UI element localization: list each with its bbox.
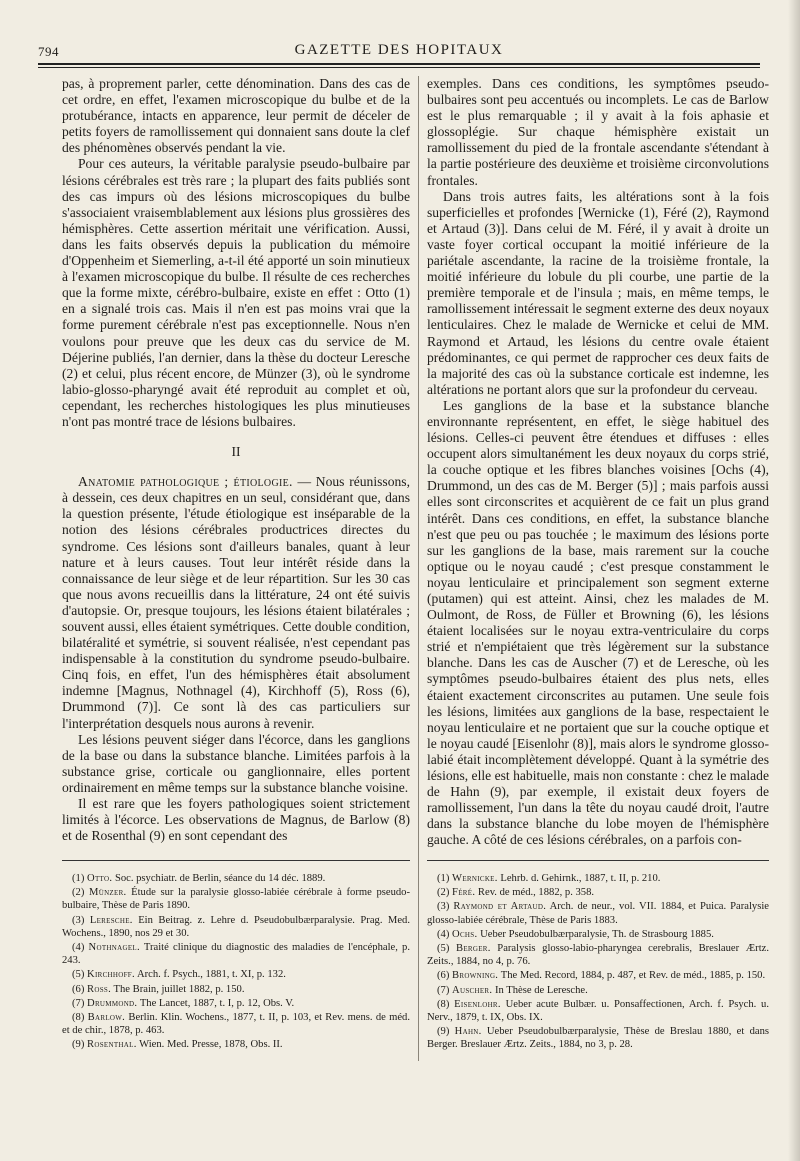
footnote-author: Berger. — [455, 943, 491, 955]
footnote-number: (1) — [72, 873, 88, 884]
paragraph: Pour ces auteurs, la véritable paralysie pseudo-bulbaire par lésions cérébrales est très rare ; la plupart des faits publiés sont des cas impurs où des lésions microscopiques du bulbe s'associaient vraisemblablement aux lésions plus grossières des hémisphères. Cette assertion méritait une vérification. Aussi, dans les faits observés depuis la publication du mémoire d'Oppenheim et Siemerling, a-t-il été apporté un soin minutieux à l'examen microscopique du bulbe. Il résulte de ces recherches que la forme mixte, cérébro-bulbaire, existe en effet : Otto (1) en a signalé trois cas. Mais il n'en est pas moins vrai que la forme purement cérébrale n'est pas exceptionnelle. Nous n'en voulons pour preuve que les deux cas du service de M. Déjerine publiés, l'an dernier, dans la thèse du docteur Leresche (2) et celui, plus récent encore, de Münzer (3), où le syndrome labio-glosso-pharyngé avait été reproduit au complet et où, cependant, les recherches histologiques les plus minutieuses n'ont pas montré trace de lésions bulbaires. — [62, 156, 410, 429]
footnote-rule — [62, 860, 410, 861]
section-text: — Nous réunissons, à dessein, ces deux chapitres en un seul, considérant que, dans la question présente, l'étude étiologique est inséparable de la notion des lésions cérébrales productrices directes du syndrome. Ces lésions sont d'ailleurs banales, quant à leur nature et à leurs causes. Tout leur intérêt réside dans la connaissance de leur siège et de leur répartition. Sur les 30 cas que nous avons recueillis dans la littérature, 24 ont été suivis d'autopsie. Or, presque toujours, les lésions étaient bilatérales ; souvent aussi, elles étaient symétriques. Cette double condition, bilatéralité et symétrie, si souvent réalisée, n'est cependant pas indispensable à la constitution du syndrome pseudo-bulbaire. Cinq fois, en effet, l'un des hémisphères était absolument indemne [Magnus, Nothnagel (4), Kirchhoff (5), Ross (6), Drummond (7)]. Ce sont là des cas particuliers sur l'interprétation desquels nous aurons à revenir. — [62, 474, 410, 731]
footnote-author: Hahn. — [454, 1026, 482, 1038]
page-number: 794 — [38, 44, 59, 59]
footnote-number: (9) — [437, 1026, 455, 1038]
footnote-text: Ein Beitrag. z. Lehre d. Pseudobulbærparalysie. Prag. Med. Wochens., 1890, nos 29 et 30. — [62, 914, 410, 939]
footnote-author: Wernicke. — [452, 873, 498, 884]
footnote-number: (8) — [437, 998, 455, 1010]
footnote-text: Ueber acute Bulbær. u. Ponsaffectionen, Arch. f. Psych. u. Nerv., 1879, t. IX, Obs. IX. — [427, 998, 769, 1024]
footnote — [427, 872, 769, 885]
footnote-author: Raymond et Artaud. — [453, 901, 547, 913]
footnote-text: Berlin. Klin. Wochens., 1877, t. II, p. 103, et Rev. mens. de méd. et de chir., 1878, p. 463. — [62, 1012, 410, 1037]
footnote-text: In Thèse de Leresche. — [492, 984, 588, 996]
paragraph: pas, à proprement parler, cette dénomination. Dans des cas de cet ordre, en effet, l'examen microscopique du bulbe et de la protubérance, intacts en apparence, leur permit de déceler de petits foyers de ramollissement qui donnaient sans doute la clef des phénomènes observés pendant la vie. — [62, 76, 410, 156]
footnote — [427, 998, 769, 1024]
footnote — [62, 941, 410, 967]
right-column — [427, 76, 769, 849]
footnote-text: The Med. Record, 1884, p. 487, et Rev. de méd., 1885, p. 150. — [498, 970, 766, 982]
paragraph: exemples. Dans ces conditions, les symptômes pseudo-bulbaires sont peu accentués ou incomplets. Le cas de Barlow est le plus remarquable ; il y avait à la fois aphasie et glossoplégie. Sur chaque hémisphère existait un ramollissement du pied de la frontale ascendante s'étendant à la partie postérieure des deuxième et troisième circonvolutions frontales. — [427, 76, 769, 188]
footnote — [62, 1038, 410, 1051]
header-rule-thin — [38, 67, 760, 68]
footnote-author: Nothnagel. — [88, 942, 140, 954]
section-paragraph — [62, 474, 410, 732]
left-column — [62, 76, 410, 844]
footnote-number: (4) — [437, 928, 453, 940]
column-divider — [418, 76, 419, 1061]
footnote-author: Kirchhoff. — [87, 969, 135, 981]
page-header — [38, 38, 760, 64]
footnote — [62, 872, 410, 885]
footnote-text: Arch. f. Psych., 1881, t. XI, p. 132. — [134, 969, 286, 981]
footnote-text: Soc. psychiatr. de Berlin, séance du 14 déc. 1889. — [112, 873, 326, 884]
footnote-number: (8) — [72, 1012, 88, 1024]
footnote-text: Wien. Med. Presse, 1878, Obs. II. — [136, 1039, 283, 1051]
header-rule — [38, 63, 760, 65]
footnote — [427, 984, 769, 997]
footnote-author: Eisenlohr. — [454, 998, 501, 1010]
footnotes-right — [427, 872, 769, 1053]
footnote — [427, 1025, 769, 1051]
footnote-author: Münzer. — [89, 887, 127, 899]
footnote-text: Étude sur la paralysie glosso-labiée cérébrale à forme pseudo-bulbaire, Thèse de Paris 1890. — [62, 887, 410, 912]
footnote-text: Paralysis glosso-labio-pharyngea cerebralis, Breslauer Ærtz. Zeits., 1884, no 4, p. 76. — [427, 943, 769, 968]
footnote-author: Auscher. — [452, 984, 493, 996]
footnote-rule — [427, 860, 769, 861]
running-title: GAZETTE DES HOPITAUX — [294, 42, 504, 58]
footnote-number: (6) — [437, 970, 453, 982]
footnote-number: (2) — [72, 887, 89, 899]
footnote-author: Ochs. — [452, 928, 478, 940]
footnote-text: Traité clinique du diagnostic des maladies de l'encéphale, p. 243. — [62, 942, 410, 967]
footnote — [427, 900, 769, 926]
footnote-text: Lehrb. d. Gehirnk., 1887, t. II, p. 210. — [497, 873, 661, 884]
footnote-author: Barlow. — [87, 1012, 126, 1024]
footnote-author: Leresche. — [89, 914, 133, 926]
footnote — [62, 968, 410, 981]
footnote-number: (9) — [72, 1039, 88, 1051]
footnote-number: (3) — [437, 901, 454, 913]
footnote-number: (5) — [437, 943, 456, 955]
footnote-number: (3) — [72, 914, 90, 926]
footnote-author: Féré. — [452, 887, 476, 899]
footnote-number: (7) — [72, 997, 88, 1009]
footnote-author: Browning. — [452, 970, 499, 982]
footnote — [62, 914, 410, 940]
paragraph: Il est rare que les foyers pathologiques soient strictement limités à l'écorce. Les observations de Magnus, de Barlow (8) et de Rosenthal (9) en sont cependant des — [62, 796, 410, 844]
footnote-number: (1) — [437, 873, 453, 884]
footnote-text: The Brain, juillet 1882, p. 150. — [111, 983, 245, 995]
footnote-text: Arch. de neur., vol. VII. 1884, et Puica. Paralysie glosso-labiée cérébrale, Thèse de Paris 1883. — [427, 901, 769, 926]
footnote-author: Ross. — [87, 983, 112, 995]
footnote — [427, 969, 769, 982]
footnote-number: (6) — [72, 983, 88, 995]
footnote — [62, 886, 410, 912]
footnote-text: Ueber Pseudobulbærparalysie, Th. de Strasbourg 1885. — [477, 928, 714, 940]
footnote-number: (4) — [72, 942, 89, 954]
footnote-text: The Lancet, 1887, t. I, p. 12, Obs. V. — [137, 997, 295, 1009]
footnote-author: Drummond. — [87, 997, 138, 1009]
footnote-number: (2) — [437, 887, 453, 899]
paragraph: Les lésions peuvent siéger dans l'écorce, dans les ganglions de la base ou dans la substance blanche. Limitées parfois à la substance grise, corticale ou ganglionnaire, elles portent ordinairement en même temps sur la substance blanche voisine. — [62, 731, 410, 795]
footnote-text: Rev. de méd., 1882, p. 358. — [475, 887, 595, 899]
footnote-author: Otto. — [87, 873, 113, 884]
footnote — [62, 983, 410, 996]
footnote — [62, 997, 410, 1010]
paragraph: Dans trois autres faits, les altérations sont à la fois superficielles et profondes [Wernicke (1), Féré (2), Raymond et Artaud (3)]. Dans celui de M. Féré, il y avait à droite un vaste foyer cortical occupant la moitié inférieure de la pariétale ascendante, la racine de la troisième frontale, la moitié inférieure du lobule du pli courbe, une partie de la première temporale et de l'insula ; mais, en même temps, le ramollissement intéressait le segment externe des deux noyaux lenticulaires. Chez le malade de Wernicke et celui de MM. Raymond et Artaud, les lésions du centre ovale étaient prédominantes, ce qui permet de rapprocher ces deux faits de la majorité des cas où la substance corticale est indemne, les altérations ne portant alors que sur la profondeur du cerveau. — [427, 188, 769, 397]
footnote-number: (5) — [72, 969, 88, 981]
paragraph: Les ganglions de la base et la substance blanche environnante représentent, en effet, le siège habituel des lésions. Celles-ci peuvent être étendues et diffuses : elles occupent alors simultanément les deux noyaux du corps strié, la couche optique et les fibres blanches voisines [Ochs (4), Drummond, un des cas de M. Berger (5)] ; mais parfois aussi elles sont circonscrites et acquièrent de ce fait un plus grand intérêt. Dans ces conditions, en effet, la substance blanche n'est que peu ou pas touchée ; le maximum des lésions porte sur les ganglions de la base, mais rarement sur la couche optique ou le noyau caudé ; c'est presque constamment le noyau lenticulaire et principalement son segment externe (putamen) qui est atteint. Ainsi, chez les malades de M. Oulmont, de Ross, de Füller et Browning (6), les lésions étaient localisées sur le noyau extra-ventriculaire du corps strié et n'empiétaient que très légèrement sur la substance blanche. Dans les cas de Auscher (7) et de Leresche, où les symptômes pseudo-bulbaires étaient des plus nets, elles étaient exactement circonscrites au putamen. Une seule fois les lésions, limitées aux ganglions de la base, respectaient le noyau lenticulaire et ne portaient que sur la couche optique et le noyau caudé [Eisenlohr (8)], mais alors le syndrome glosso-labié était incomplètement développé. Quant à la symétrie des lésions, elle est habituelle, mais non constante : chez le malade de Hahn (9), par exemple, il existait deux foyers de ramollissement, l'un dans la tête du noyau caudé droit, l'autre dans la substance blanche du lobe moyen de l'hémisphère gauche. A côté de ces lésions cérébrales, on a parfois con- — [427, 397, 769, 848]
footnote-text: Ueber Pseudobulbærparalysie, Thèse de Breslau 1880, et dans Berger. Breslauer Ærtz. Zeits., 1884, no 3, p. 28. — [427, 1026, 769, 1051]
page-edge-shadow — [788, 0, 800, 1161]
section-title: Anatomie pathologique ; étiologie. — [78, 474, 293, 490]
footnote — [62, 1011, 410, 1037]
section-number: II — [231, 444, 241, 460]
footnote — [427, 942, 769, 968]
footnote — [427, 886, 769, 899]
footnote-number: (7) — [437, 984, 453, 996]
footnotes-left — [62, 872, 410, 1053]
footnote-author: Rosenthal. — [87, 1039, 137, 1051]
footnote — [427, 928, 769, 941]
